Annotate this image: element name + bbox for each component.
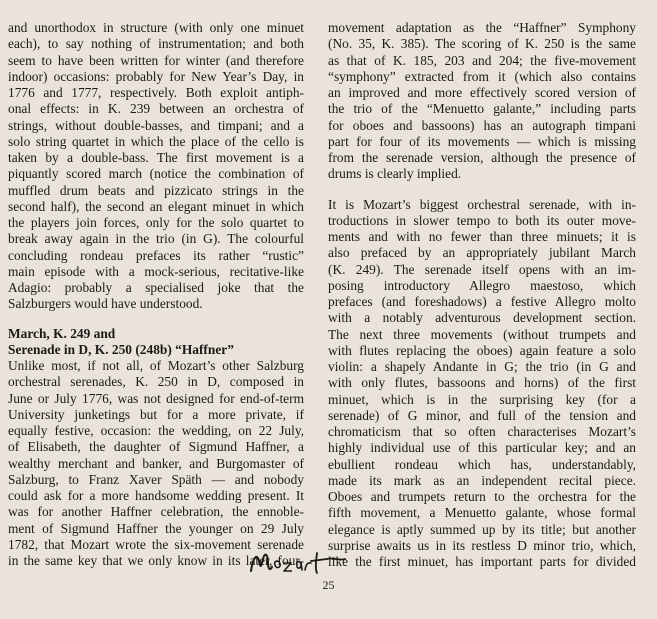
text-line: 1776 and 1777, respectively. Both exploit antiph- xyxy=(8,85,304,100)
haffner-paragraph xyxy=(8,358,304,569)
text-line: surprise awaits us in its restless D minor trio, which, xyxy=(328,537,636,553)
text-line: equally festive, occasion: the wedding, on 22 July, xyxy=(8,423,304,438)
text-line: for oboes and bassoons) has an autograph timpani xyxy=(328,117,636,133)
text-line: posing introductory Allegro maestoso, which xyxy=(328,277,636,293)
text-line: indoor) occasions: probably for New Year’s Day, in xyxy=(8,68,304,84)
text-line: onal effects: in K. 239 between an orchestra of xyxy=(8,101,304,117)
text-line: orchestral serenades, K. 250 in D, composed in xyxy=(8,374,304,390)
text-line: serenade) of G minor, and full of the tension and xyxy=(328,407,636,423)
left-column xyxy=(8,20,304,569)
text-line: second half), the second an elegant minuet in which xyxy=(8,198,304,214)
text-line: from the serenade version, although the presence of xyxy=(328,150,636,165)
text-line: solo string quartet in which the place of the cello is xyxy=(8,133,304,149)
text-line: 1782, that Mozart wrote the six-movement serenade xyxy=(8,536,304,552)
text-line: muffled drum beats and pizzicato strings in the xyxy=(8,182,304,198)
text-line: June or July 1776, was not designed for end-of-term xyxy=(8,390,304,406)
text-line: It is Mozart’s biggest orchestral serenade, with in- xyxy=(328,196,636,212)
text-line: elegance is aptly summed up by its title; but another xyxy=(328,521,636,537)
text-line: with flutes replacing the oboes) again feature a solo xyxy=(328,342,636,358)
text-line: taken by a double-bass. The first movement is a xyxy=(8,150,304,165)
text-line: The next three movements (without trumpets and xyxy=(328,326,636,342)
text-line: drums is clearly implied. xyxy=(328,166,462,182)
text-line: Salzburgers would have understood. xyxy=(8,296,203,312)
text-line: chromaticism that so often characterises Mozart’s xyxy=(328,424,636,439)
text-line: troductions in slower tempo to both its outer move- xyxy=(328,212,636,228)
text-line: also prefaced by an appropriately jubilant March xyxy=(328,245,636,261)
text-line: highly individual use of this particular key; and an xyxy=(328,440,636,456)
text-line: minuet, which is in the surprising key (for a xyxy=(328,391,636,407)
text-line: violin: a shapely Andante in G; the trio (in G and xyxy=(328,359,636,374)
text-line: main episode with a mock-serious, recitative-like xyxy=(8,263,304,279)
text-line: the players join forces, only for the solo quartet to xyxy=(8,215,304,230)
text-line: like the first minuet, has important parts for divided xyxy=(328,554,636,569)
text-line: strings, without double-basses, and timpani; and a xyxy=(8,117,304,133)
text-line: in the same key that we only know in its later, four- xyxy=(8,553,304,568)
text-line: fifth movement, a Menuetto galante, whose formal xyxy=(328,505,636,521)
text-line: could ask for a more handsome wedding present. It xyxy=(8,488,304,503)
serenade-paragraph xyxy=(328,197,636,571)
text-line: ment of Sigmund Haffner the younger on 29 July xyxy=(8,520,304,536)
text-line: of Elisabeth, the daughter of Sigmund Haffner, a xyxy=(8,439,304,455)
text-line: ments and with no fewer than three minuets; it is xyxy=(328,229,636,244)
intro-paragraph xyxy=(8,20,304,313)
text-line: and unorthodox in structure (with only one minuet xyxy=(8,20,304,35)
mozart-signature xyxy=(245,547,355,579)
text-line: as that of K. 185, 203 and 204; the five-movement xyxy=(328,52,636,68)
text-line: Adagio: probably a specialised joke that the xyxy=(8,280,304,295)
text-line: an improved and more effectively scored version of xyxy=(328,85,636,100)
text-line: “symphony” extracted from it (which also contains xyxy=(328,68,636,84)
text-line: Salzburg, to Franz Xaver Späth — and nobody xyxy=(8,471,304,487)
text-line: the trio of the “Menuetto galante,” including parts xyxy=(328,101,636,117)
text-line: prefaces (and foreshadows) a festive Allegro molto xyxy=(328,294,636,309)
text-line: Oboes and trumpets return to the orchestra for the xyxy=(328,489,636,504)
text-line: movement adaptation as the “Haffner” Symphony xyxy=(328,20,636,35)
text-line: with only flutes, bassoons and horns) of the first xyxy=(328,375,636,391)
text-line: Unlike most, if not all, of Mozart’s other Salzburg xyxy=(8,358,304,373)
text-line: University junketings but for a more private, if xyxy=(8,406,304,422)
text-line: with a notably adventurous development section. xyxy=(328,310,636,326)
text-line: seem to have been written for winter (and therefore xyxy=(8,52,304,68)
text-line: (K. 249). The serenade itself opens with an im- xyxy=(328,261,636,277)
page-number: 25 xyxy=(322,578,335,592)
text-line: part for four of its movements — which is missing xyxy=(328,133,636,149)
text-line: concluding rondeau prefaces its rather “rustic” xyxy=(8,247,304,263)
text-line: ebullient rondeau which has, understandably, xyxy=(328,456,636,472)
text-line: was for another Haffner celebration, the ennoble- xyxy=(8,504,304,520)
text-line: break away again in the trio (in G). The colourful xyxy=(8,231,304,247)
text-line: piquantly scored march (notice the combination of xyxy=(8,166,304,182)
symphony-paragraph xyxy=(328,20,636,183)
section-heading: March, K. 249 and xyxy=(8,325,116,341)
text-line: made its mark as an independent recital piece. xyxy=(328,472,636,488)
right-column xyxy=(328,20,636,570)
section-heading: Serenade in D, K. 250 (248b) “Haffner” xyxy=(8,341,234,357)
text-line: (No. 35, K. 385). The scoring of K. 250 is the same xyxy=(328,36,636,52)
text-line: wealthy merchant and banker, and Burgomaster of xyxy=(8,455,304,471)
text-line: each), to say nothing of instrumentation; and both xyxy=(8,36,304,52)
